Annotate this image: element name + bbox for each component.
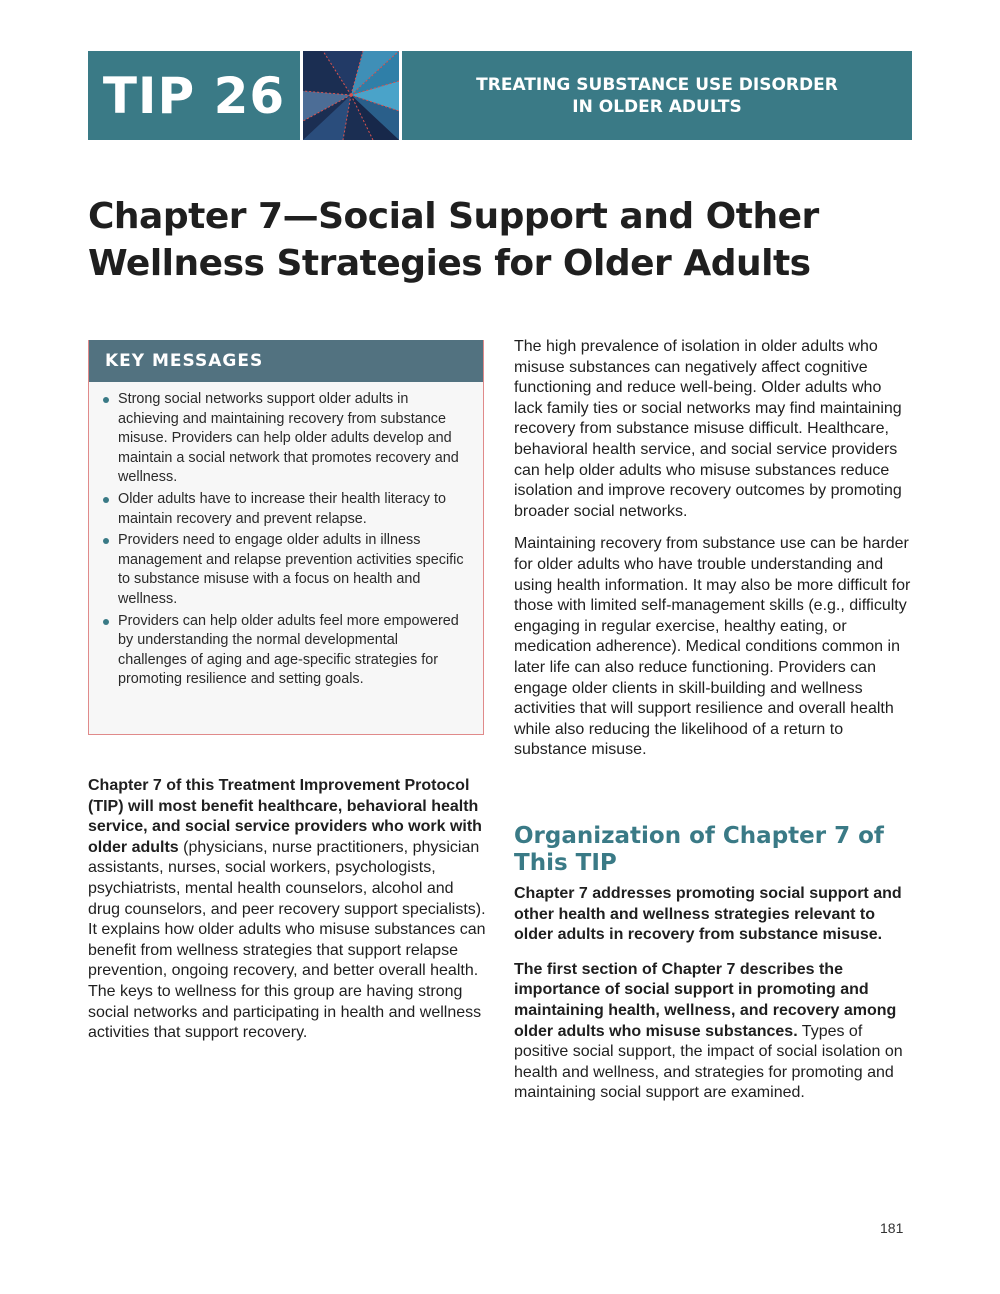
key-messages-heading: KEY MESSAGES <box>89 340 483 382</box>
series-title-line2: IN OLDER ADULTS <box>572 96 742 117</box>
organization-paragraph-2 <box>514 960 914 1104</box>
series-title-banner <box>402 51 912 140</box>
tip-number-banner <box>88 51 300 140</box>
series-title-line1: TREATING SUBSTANCE USE DISORDER <box>476 74 838 95</box>
body-paragraph-1: The high prevalence of isolation in older adults who misuse substances can negatively affect cognitive functioning and reduce well-being. Older adults who lack family ties or social networks may find maintaining recovery from substance misuse difficult. Healthcare, behavioral health service, and social service providers can help older adults who misuse substances reduce isolation and improve recovery outcomes by promoting broader social networks. <box>514 338 902 520</box>
organization-paragraph-1: Chapter 7 addresses promoting social support and other health and wellness strategies relevant to older adults in recovery from substance misuse. <box>514 885 902 944</box>
organization-bold-text: The first section of Chapter 7 describes the importance of social support in promoting and maintaining health, wellness, and recovery among older adults who misuse substances. <box>514 960 897 1040</box>
key-message-item: Providers can help older adults feel more empowered by understanding the normal developmental challenges of aging and age-specific strategies for promoting resilience and setting goals. <box>103 612 469 690</box>
key-messages-box <box>88 340 484 735</box>
organization-heading: Organization of Chapter 7 of This TIP <box>514 823 884 876</box>
key-messages-list <box>89 382 483 690</box>
body-paragraph-2: Maintaining recovery from substance use can be harder for older adults who have trouble understanding and using health information. It may also be more difficult for those with limited self-management skills (e.g., difficulty engaging in regular exercise, healthy eating, or medication adherence). Medical conditions common in later life can also reduce functioning. Providers can engage older clients in skill-building and wellness activities that will support resilience and overall health while also reducing the likelihood of a return to substance misuse. <box>514 535 911 759</box>
key-message-item: Providers need to engage older adults in illness management and relapse prevention activities specific to substance misuse with a focus on health and wellness. <box>103 531 469 609</box>
key-message-item: Older adults have to increase their health literacy to maintain recovery and prevent relapse. <box>103 490 469 529</box>
intro-body-text: (physicians, nurse practitioners, physician assistants, nurses, social workers, psychologists, psychiatrists, mental health counselors, alcohol and drug counselors, and peer recovery support specialists). It explains how older adults who misuse substances can benefit from wellness strategies that support relapse prevention, ongoing recovery, and better overall health. The keys to wellness for this group are having strong social networks and participating in health and wellness activities that support recovery. <box>88 838 486 1042</box>
left-column-intro <box>88 776 488 1044</box>
key-message-item: Strong social networks support older adults in achieving and maintaining recovery from substance misuse. Providers can help older adults develop and maintain a social network that promotes recovery and wellness. <box>103 390 469 488</box>
page-number: 181 <box>880 1220 904 1236</box>
intro-bold-text: Chapter 7 of this Treatment Improvement Protocol (TIP) will most benefit healthcare, behavioral health service, and social service providers who work with older adults <box>88 777 482 856</box>
organization-body-text: Types of positive social support, the impact of social isolation on health and wellness, and strategies for promoting and maintaining social support are examined. <box>514 1022 903 1102</box>
chapter-title: Chapter 7—Social Support and Other Wellness Strategies for Older Adults <box>88 196 819 284</box>
tip-label: TIP 26 <box>102 66 286 125</box>
right-column-body <box>514 337 914 761</box>
starburst-graphic <box>303 51 399 140</box>
organization-section <box>514 884 914 1104</box>
intro-paragraph <box>88 776 488 1044</box>
